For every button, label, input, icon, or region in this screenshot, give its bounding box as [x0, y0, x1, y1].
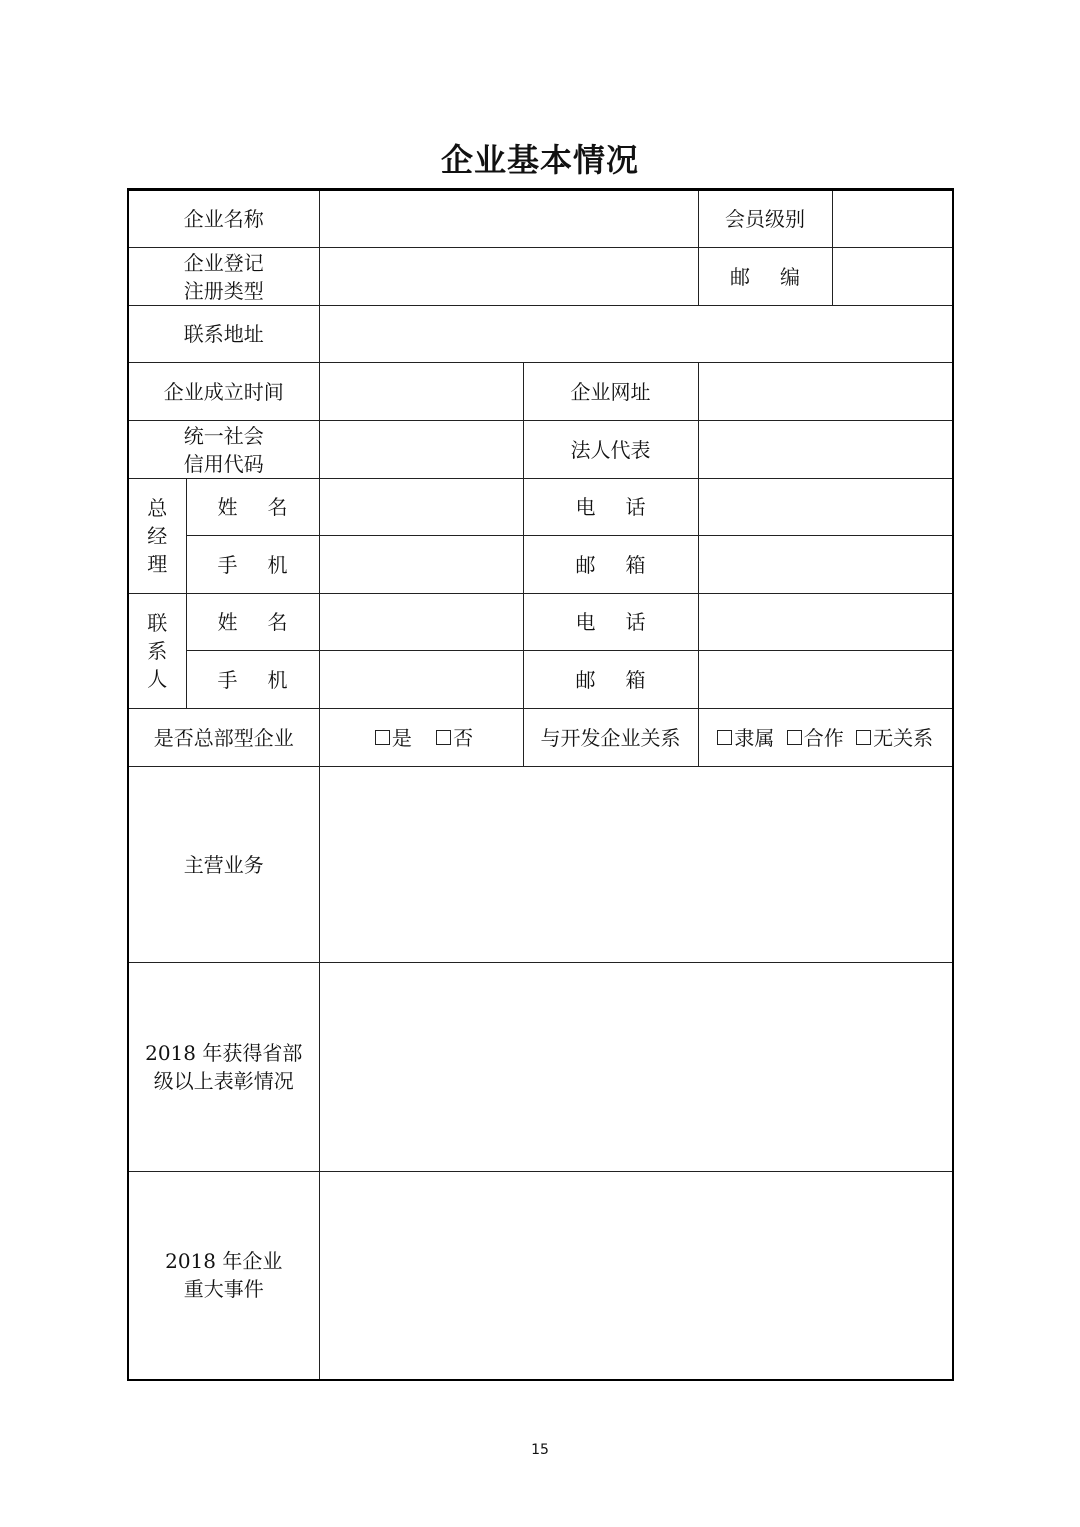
company-info-form: [127, 188, 954, 1381]
hq-options: [319, 709, 523, 767]
label-gm-mobile: 手 机: [186, 536, 319, 594]
label-credit-code: 统一社会 信用代码: [128, 421, 319, 479]
field-business[interactable]: [319, 767, 953, 963]
label-events: 2018 年企业 重大事件: [128, 1172, 319, 1380]
field-contact-phone[interactable]: [698, 594, 953, 651]
label-legal-rep: 法人代表: [523, 421, 698, 479]
rel-coop-checkbox[interactable]: [787, 730, 802, 745]
label-reg-type: 企业登记 注册类型: [128, 248, 319, 306]
hq-yes-label: 是: [391, 725, 412, 750]
label-contact-name: 姓 名: [186, 594, 319, 651]
label-address: 联系地址: [128, 306, 319, 363]
label-gm-name: 姓 名: [186, 479, 319, 536]
field-member-level[interactable]: [832, 190, 953, 248]
label-gm-email: 邮 箱: [523, 536, 698, 594]
relation-options: [698, 709, 953, 767]
rel-affiliated-label: 隶属: [734, 725, 775, 750]
label-awards: 2018 年获得省部 级以上表彰情况: [128, 963, 319, 1172]
field-contact-email[interactable]: [698, 651, 953, 709]
field-legal-rep[interactable]: [698, 421, 953, 479]
field-address[interactable]: [319, 306, 953, 363]
label-hq: 是否总部型企业: [128, 709, 319, 767]
field-contact-mobile[interactable]: [319, 651, 523, 709]
label-company-name: 企业名称: [128, 190, 319, 248]
label-contact-phone: 电 话: [523, 594, 698, 651]
rel-none-label: 无关系: [873, 725, 934, 750]
field-credit-code[interactable]: [319, 421, 523, 479]
field-company-name[interactable]: [319, 190, 698, 248]
field-gm-mobile[interactable]: [319, 536, 523, 594]
label-contact: 联系人: [128, 594, 186, 709]
rel-affiliated-checkbox[interactable]: [717, 730, 732, 745]
field-awards[interactable]: [319, 963, 953, 1172]
label-gm-phone: 电 话: [523, 479, 698, 536]
page-title: 企业基本情况: [440, 141, 639, 179]
rel-none-checkbox[interactable]: [856, 730, 871, 745]
label-website: 企业网址: [523, 363, 698, 421]
field-gm-email[interactable]: [698, 536, 953, 594]
label-business: 主营业务: [128, 767, 319, 963]
hq-no-label: 否: [453, 725, 474, 750]
label-founded: 企业成立时间: [128, 363, 319, 421]
field-postcode[interactable]: [832, 248, 953, 306]
field-events[interactable]: [319, 1172, 953, 1380]
field-gm-name[interactable]: [319, 479, 523, 536]
field-founded[interactable]: [319, 363, 523, 421]
field-website[interactable]: [698, 363, 953, 421]
field-gm-phone[interactable]: [698, 479, 953, 536]
rel-coop-label: 合作: [803, 725, 844, 750]
label-contact-email: 邮 箱: [523, 651, 698, 709]
hq-yes-checkbox[interactable]: [375, 730, 390, 745]
field-contact-name[interactable]: [319, 594, 523, 651]
page-number: 15: [531, 1442, 549, 1458]
label-member-level: 会员级别: [698, 190, 832, 248]
label-relation: 与开发企业关系: [523, 709, 698, 767]
hq-no-checkbox[interactable]: [436, 730, 451, 745]
label-postcode: 邮 编: [698, 248, 832, 306]
field-reg-type[interactable]: [319, 248, 698, 306]
label-gm: 总经理: [128, 479, 186, 594]
label-contact-mobile: 手 机: [186, 651, 319, 709]
